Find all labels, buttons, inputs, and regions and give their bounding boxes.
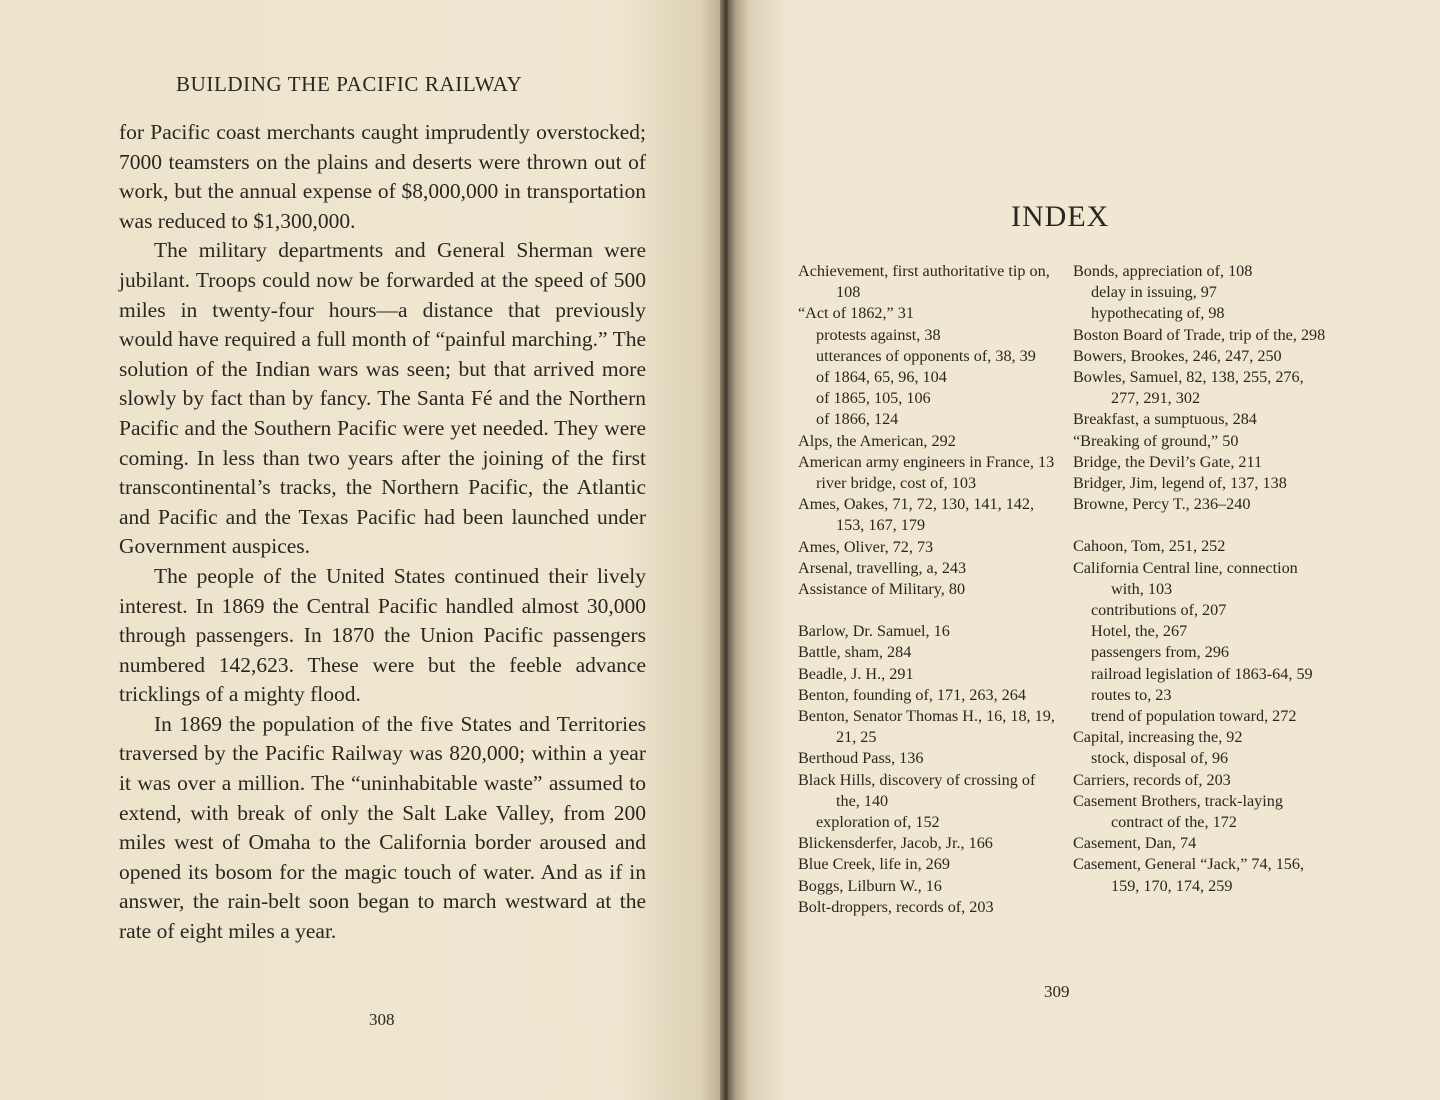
index-subentry: of 1865, 105, 106 — [816, 389, 931, 408]
index-gap — [798, 600, 1058, 621]
index-entry: Blickensderfer, Jacob, Jr., 166 — [798, 834, 993, 853]
index-entry: Benton, founding of, 171, 263, 264 — [798, 685, 1026, 704]
index-subentry: of 1864, 65, 96, 104 — [816, 368, 947, 387]
index-entry: Alps, the American, 292 — [798, 431, 956, 450]
index-entry: Ames, Oliver, 72, 73 — [798, 537, 934, 556]
index-subentry: protests against, 38 — [816, 325, 941, 344]
index-entry: Beadle, J. H., 291 — [798, 664, 914, 683]
index-subentry: routes to, 23 — [1091, 685, 1172, 704]
index-subentry: railroad legislation of 1863-64, 59 — [1091, 664, 1313, 683]
index-entry: “Act of 1862,” 31 — [798, 304, 914, 323]
paragraph: for Pacific coast merchants caught imprudently overstocked; 7000 teamsters on the plains and deserts were thrown out of work, but the annual expense of $8,000,000 in transportation was reduced to $1,300,000. — [119, 120, 646, 233]
body-text — [119, 118, 646, 947]
index-entry: Ames, Oakes, 71, 72, 130, 141, 142, 153, 167, 179 — [798, 495, 1035, 535]
index-entry: American army engineers in France, 13 — [798, 452, 1055, 471]
index-subentry: hypothecating of, 98 — [1091, 304, 1225, 323]
running-head: BUILDING THE PACIFIC RAILWAY — [176, 72, 523, 96]
index-subentry: exploration of, 152 — [816, 813, 940, 832]
index-subentry: contributions of, 207 — [1091, 601, 1227, 620]
index-entry: Bowles, Samuel, 82, 138, 255, 276, 277, 291, 302 — [1073, 368, 1304, 408]
index-subentry: Hotel, the, 267 — [1091, 622, 1188, 641]
index-entry: Casement, Dan, 74 — [1073, 834, 1197, 853]
index-title: INDEX — [1011, 200, 1110, 233]
index-entry: Assistance of Military, 80 — [798, 580, 966, 599]
right-page — [728, 0, 1440, 1100]
index-entry: “Breaking of ground,” 50 — [1073, 431, 1239, 450]
index-entry: Breakfast, a sumptuous, 284 — [1073, 410, 1257, 429]
index-subentry: delay in issuing, 97 — [1091, 283, 1217, 302]
index-entry: Arsenal, travelling, a, 243 — [798, 558, 967, 577]
index-subentry: stock, disposal of, 96 — [1091, 749, 1229, 768]
paragraph: The military departments and General Sherman were jubilant. Troops could now be forwarded at the speed of 500 miles in twenty-four hours—a distance that previously would have required a full month of “painful marching.” The solution of the Indian wars was seen; but that arrived more slowly by fact than by fancy. The Santa Fé and the Northern Pacific and the Southern Pacific were yet needed. They were coming. In less than two years after the joining of the first transcontinental’s tracks, the Northern Pacific, the Atlantic and Pacific and the Texas Pacific had been launched under Government auspices. — [119, 238, 646, 559]
index-entry: California Central line, connection with, 103 — [1073, 558, 1298, 598]
index-entry: Bridge, the Devil’s Gate, 211 — [1073, 452, 1263, 471]
index-entry: Bolt-droppers, records of, 203 — [798, 897, 994, 916]
index-subentry: river bridge, cost of, 103 — [816, 474, 977, 493]
index-entry: Bowers, Brookes, 246, 247, 250 — [1073, 346, 1282, 365]
index-entry: Bridger, Jim, legend of, 137, 138 — [1073, 474, 1287, 493]
index-entry: Barlow, Dr. Samuel, 16 — [798, 622, 950, 641]
index-entry: Carriers, records of, 203 — [1073, 770, 1231, 789]
index-entry: Casement Brothers, track-laying contract of the, 172 — [1073, 791, 1283, 832]
index-entry: Boston Board of Trade, trip of the, 298 — [1073, 325, 1326, 344]
index-entry: Benton, Senator Thomas H., 16, 18, 19, 21, 25 — [798, 707, 1055, 747]
index-entry: Blue Creek, life in, 269 — [798, 855, 950, 874]
index-entry: Achievement, first authoritative tip on, 108 — [798, 262, 1050, 302]
index-subentry: utterances of opponents of, 38, 39 — [816, 346, 1036, 365]
paragraph: The people of the United States continued their lively interest. In 1869 the Central Pacific handled almost 30,000 through passengers. In 1870 the Union Pacific passengers numbered 142,623. These were but the feeble advance tricklings of a mighty flood. — [119, 563, 646, 707]
index-entry: Bonds, appreciation of, 108 — [1073, 262, 1253, 280]
index-entry: Berthoud Pass, 136 — [798, 749, 924, 768]
index-column-left — [798, 261, 1058, 918]
page-number-left: 308 — [369, 1010, 395, 1029]
paragraph: In 1869 the population of the five States and Territories traversed by the Pacific Railway was 820,000; within a year it was over a million. The “uninhabitable waste” assumed to extend, with break of only the Salt Lake Valley, from 200 miles west of Omaha to the California border aroused and opened its bosom for the magic touch of water. And as if in answer, the rain-belt soon began to march westward at the rate of eight miles a year. — [119, 711, 646, 944]
index-entry: Capital, increasing the, 92 — [1073, 728, 1243, 747]
index-gap — [1073, 515, 1333, 536]
index-entry: Cahoon, Tom, 251, 252 — [1073, 537, 1226, 556]
index-subentry: passengers from, 296 — [1091, 643, 1230, 662]
index-entry: Casement, General “Jack,” 74, 156, 159, 170, 174, 259 — [1073, 855, 1305, 895]
index-entry: Black Hills, discovery of crossing of the, 140 — [798, 770, 1036, 810]
index-entry: Battle, sham, 284 — [798, 643, 912, 662]
index-subentry: of 1866, 124 — [816, 410, 899, 429]
index-entry: Boggs, Lilburn W., 16 — [798, 876, 942, 895]
index-column-right — [1073, 261, 1333, 897]
index-entry: Browne, Percy T., 236–240 — [1073, 495, 1251, 514]
page-number-right: 309 — [1044, 982, 1070, 1001]
index-subentry: trend of population toward, 272 — [1091, 707, 1297, 726]
